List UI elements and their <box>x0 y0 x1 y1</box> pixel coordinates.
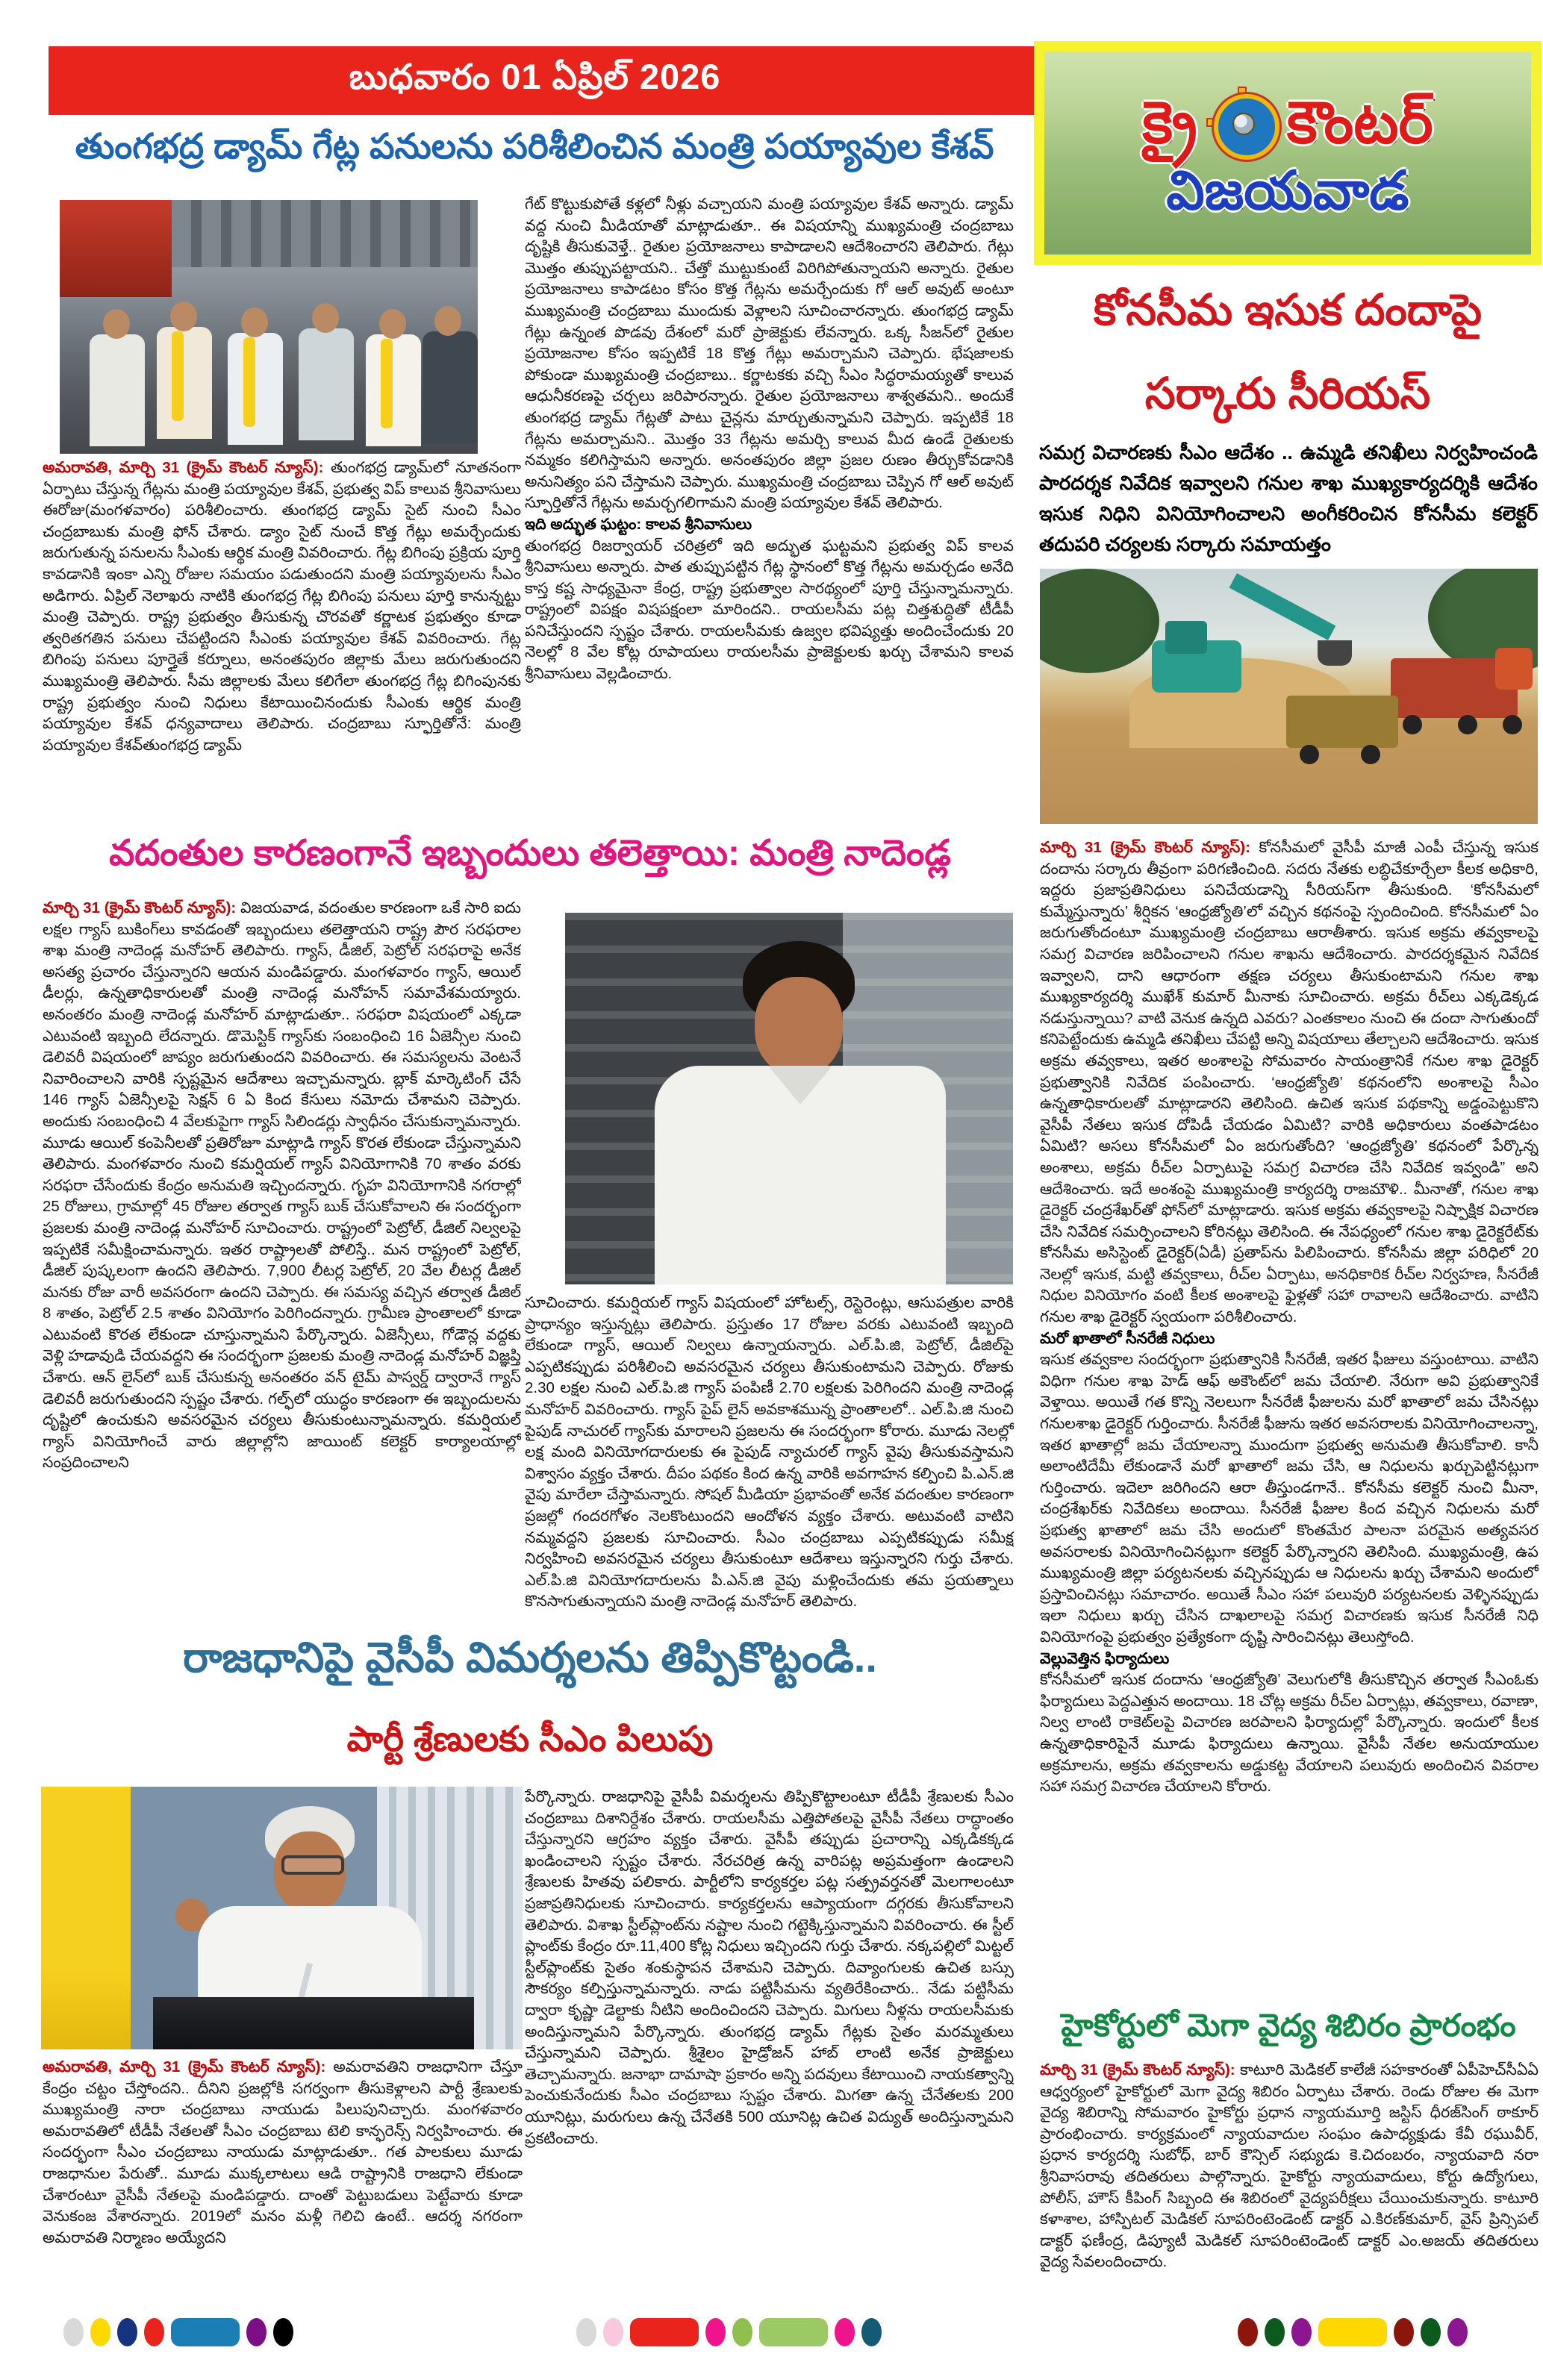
masthead-logo <box>1034 41 1542 265</box>
konaseema-body2-text: ఇసుక తవ్వకాల సందర్భంగా ప్రభుత్వానికి సీనరేజీ, ఇతర ఫీజులు వస్తుంటాయి. వాటిని విధిగా గనుల శాఖ హెడ్ ఆఫ్ అకౌంట్‌లో జమ చేయాలి. నేరుగా అవి ప్రభుత్వానికే వెళ్తాయి. అయితే గత కొన్ని నెలలుగా సీనరేజీ ఫీజులను మరో ఖాతాలో జమ చేసినట్లు గనులశాఖ డైరెక్టర్ గుర్తించారు. సీనరేజీ ఫీజును ఇతర అవసరాలకు వినియోగించాలన్నా, ఇతర ఖాతాల్లో జమ చేయాలన్నా ముందుగా ప్రభుత్వ అనుమతి తీసుకోవాలి. కానీ అలాంటిదేమీ లేకుండానే మరో ఖాతాలో జమ చేసి, ఆ నిధులను ఖర్చుపెట్టినట్లుగా గుర్తించారు. ఇదెలా జరిగిందని ఆరా తీస్తుండగానే.. కోనసీమ కలెక్టర్ నుంచి మీనా, చంద్రశేఖర్‌కు నివేదికలు అందాయి. సీనరేజీ ఫీజుల కింద వచ్చిన నిధులను మరో ప్రభుత్వ ఖాతాలో జమ చేసి అందులో కొంతమేర పాలనా పరమైన అత్యవసర అవసరాలకు వినియోగించినట్లుగా కలెక్టర్ పేర్కొన్నారని తెలిసింది. ముఖ్యమంత్రి, ఉప ముఖ్యమంత్రి జిల్లా పర్యటనలకు వచ్చినప్పుడు ఆ నిధులను ఖర్చు చేశామని అందులో ప్రస్తావించినట్లు సమాచారం. అయితే సీఎం సహా పలువురి పర్యటనలకు వెళ్ళినప్పుడు ఇలా నిధులు ఖర్చు చేసిన దాఖలాలపై సమగ్ర విచారణకు ఇసుక సీనరేజీ నిధి వినియోగంపై ప్రభుత్వం ప్రత్యేకంగా దృష్టి సారించినట్లు తెలుస్తోంది. <box>1040 1351 1539 1646</box>
minister-nadendla-photo <box>565 913 1013 1284</box>
article2-headline: వదంతుల కారణంగానే ఇబ్బందులు తలెత్తాయి: మంత్రి నాదెండ్ల <box>109 834 951 873</box>
footer-color-shape <box>630 2318 699 2346</box>
article2-dateline: మార్చి 31 (క్రైమ్ కౌంటర్ న్యూస్): <box>43 899 241 916</box>
sand-excavator-photo <box>1040 569 1538 824</box>
article1-col2a-text: గేట్ కొట్టుకుపోతే కళ్లలో నీళ్లు వచ్చాయని మంత్రి పయ్యావుల కేశవ్ అన్నారు. డ్యామ్ వద్ద నుంచి మీడియాతో మాట్లాడుతూ.. ఈ విషయాన్ని ముఖ్యమంత్రి చంద్రబాబు దృష్టికి తీసుకువెళ్తే.. రైతుల ప్రయోజనాలు కాపాడాలని ఆదేశించారని తెలిపారు. గేట్లు మొత్తం తుప్పుపట్టాయని.. చేత్తో ముట్టుకుంటే విరిగిపోతున్నాయని అన్నారు. రైతుల ప్రయోజనాలు కాపాడటం కోసం కొత్త గేట్లను అమర్చేందుకు గో ఆల్ అవుట్ అంటూ ముఖ్యమంత్రి చంద్రబాబు ముందుకు వెళ్లాలని సూచించారన్నారు. తుంగభద్ర డ్యామ్ గేట్లు ఉన్నంత పొడవు దేశంలో మరో ప్రాజెక్టుకు లేవన్నారు. ఒక్క సీజన్‌లో రైతుల ప్రయోజనాల కోసం ఇప్పటికే 18 కొత్త గేట్లు అమర్చామని చెప్పారు. భేషజాలకు పోకుండా ముఖ్యమంత్రి చంద్రబాబు.. కర్ణాటకకు వచ్చి సీఎం సిద్ధరామయ్యతో కాలువ ఆధునీకరణపై చర్చలు జరిపారన్నారు. రైతుల ప్రయోజనాలు శాశ్వతమని.. అందుకే తుంగభద్ర డ్యామ్ గేట్లతో పాటు చైన్లను మార్చుతున్నామని చెప్పారు. ఇప్పటికే 18 గేట్లను అమర్చామని.. మొత్తం 33 గేట్లను అమర్చి కాలువ మీద ఉండే రైతులకు నమ్మకం కలిగిస్తామని అన్నారు. అనంతపురం జిల్లా ప్రజల రుణం తీర్చుకోవడానికి అనునిత్యం పని చేస్తామని చెప్పారు. ముఖ్యమంత్రి చంద్రబాబు చెప్పిన గో ఆల్ అవుట్ స్ఫూర్తితోనే గేట్లను అమర్చగలిగామని మంత్రి పయ్యావుల కేశవ్ తెలిపారు. <box>525 196 1014 512</box>
article1-col2b-text: తుంగభద్ర రిజర్వాయర్ చరిత్రలో ఇది అద్భుత ఘట్టమని ప్రభుత్వ విప్ కాలవ శ్రీనివాసులు అన్నారు. పాత తుప్పుపట్టిన గేట్ల స్థానంలో కొత్త గేట్లను అమర్చడం అనేది కాస్త కష్ట సాధ్యమైనా కేంద్ర, రాష్ట్ర ప్రభుత్వాల సారథ్యంలో పూర్తి చేస్తున్నామన్నారు. రాష్ట్రంలో విపక్షం విషపక్షంలా మారిందని.. రాయలసీమ పట్ల చిత్తశుద్ధితో టీడీపీ పనిచేస్తుందని స్పష్టం చేశారు. రాయలసీమకు ఉజ్వల భవిష్యత్తు అందించేందుకు 20 నెలల్లో 8 వేల కోట్ల రూపాయలు రాయలసీమ ప్రాజెక్టులకు ఖర్చు చేశామని కాలవ శ్రీనివాసులు వెల్లడించారు. <box>525 537 1014 683</box>
konaseema-body3-text: కోనసీమలో ఇసుక దందాను ‘ఆంధ్రజ్యోతి’ వెలుగులోకి తీసుకొచ్చిన తర్వాత సీఎంఓకు ఫిర్యాదులు పెద్దఎత్తున అందాయి. 18 చోట్ల అక్రమ రీచ్‌ల ఏర్పాట్లు, తవ్వకాలు, రవాణా, నిల్వ లాంటి రాకెట్‌లపై విచారణ జరపాలని ఫిర్యాదుల్లో పేర్కొన్నారు. ఇందులో కీలక ఉన్నతాధికారిపైనే మూడు ఫిర్యాదులు ఉన్నాయి. వైసీపీ నేతల అనుయాయుల అక్రమాలను, అక్రమ తవ్వకాలను అడ్డుకట్ట వేయాలని పలువురు అందించిన వివరాల సహా సమగ్ర విచారణ చేయాలని కోరారు. <box>1040 1671 1539 1796</box>
footer-color-shape <box>1394 2318 1414 2346</box>
footer-color-shape <box>861 2318 882 2346</box>
tdp-scarf <box>381 339 393 428</box>
highcourt-headline: హైకోర్టులో మెగా వైద్య శిబిరం ప్రారంభం <box>1061 2008 1516 2043</box>
truck-shape <box>1286 696 1398 748</box>
party-flag-shape <box>41 1787 131 2049</box>
article3-dateline: అమరావతి, మార్చి 31 (క్రైమ్ కౌంటర్ న్యూస్): <box>43 2058 334 2076</box>
article3-column2 <box>525 1787 1014 2303</box>
konaseema-body <box>1040 837 1539 1987</box>
konaseema-subhead: సమగ్ర విచారణకు సీఎం ఆదేశం .. ఉమ్మడి తనిఖీలు నిర్వహించండి పారదర్శక నివేదిక ఇవ్వాలని గనుల శాఖ ముఖ్యకార్యదర్శికి ఆదేశం ఇసుక నిధిని వినియోగించాలని అంగీకరించిన కోనసీమ కలెక్టర్ తదుపరి చర్యలకు సర్కారు సమాయత్తం <box>1039 441 1538 555</box>
date-banner <box>49 46 1021 115</box>
article1-col1-text: తుంగభద్ర డ్యామ్‌లో నూతనంగా ఏర్పాటు చేస్తున్న గేట్లను మంత్రి పయ్యావుల కేశవ్, ప్రభుత్వ విప్ కాలువ శ్రీనివాసులు ఈరోజు(మంగళవారం) పరిశీలించారు. తుంగభద్ర డ్యామ్ సైట్ నుంచి సీఎం చంద్రబాబుకు మంత్రి ఫోన్ చేశారు. డ్యాం సైట్ నుంచే కొత్త గేట్లు అమర్చేందుకు జరుగుతున్న పనులను సీఎంకు ఆర్థిక మంత్రి వివరించారు. గేట్ల బిగింపు ప్రక్రియ పూర్తి కావడానికి ఇంకా ఎన్ని రోజుల సమయం పడుతుందని మంత్రి పయ్యావులను సీఎం అడిగారు. ఏప్రిల్ నెలాఖరు నాటికి తుంగభద్ర గేట్ల బిగింపు పనులు పూర్తి కానున్నట్టు మంత్రి చెప్పారు. రాష్ట్ర ప్రభుత్వం తీసుకున్న చొరవతో కర్ణాటక ప్రభుత్వం కూడా త్వరితగతిన పనులు చేపట్టిందని సీఎంకు పయ్యావుల కేశవ్ వివరించారు. గేట్ల బిగింపు పనులు పూర్తైతే కర్నూలు, అనంతపురం జిల్లాకు మేలు జరుగుతుందని ముఖ్యమంత్రి తెలిపారు. సీమ జిల్లాలకు మేలు కలిగేలా తుంగభద్ర గేట్ల బిగింపునకు రాష్ట్ర ప్రభుత్వం నుంచి నిధులు కేటాయించినందుకు సీఎంకు ఆర్థిక మంత్రి పయ్యావుల కేశవ్ ధన్యవాదాలు తెలిపారు. చంద్రబాబు స్ఫూర్తితోనే: మంత్రి పయ్యావుల కేశవ్‌తుంగభద్ర డ్యామ్ <box>43 459 521 754</box>
excavator-boom-shape <box>1229 573 1336 640</box>
article3-col2-text: పేర్కొన్నారు. రాజధానిపై వైసీపీ విమర్శలను తిప్పికొట్టాలంటూ టీడీపీ శ్రేణులకు సీఎం చంద్రబాబు దిశానిర్దేశం చేశారు. రాయలసీమ ఎత్తిపోతలపై వైసీపీ నేతలు రాద్ధాంతం చేస్తున్నారని ఆగ్రహం వ్యక్తం చేశారు. వైసీపీ తప్పుడు ప్రచారాన్ని ఎక్కడికక్కడ ఖండించాలని స్పష్టం చేశారు. నేరచరిత్ర ఉన్న వారిపట్ల అప్రమత్తంగా ఉండాలని శ్రేణులకు హితవు పలికారు. పార్టీలోని కార్యకర్తల పట్ల సత్ప్రవర్తనతో మెలగాలంటూ ప్రజాప్రతినిధులకు సూచించారు. కార్యకర్తలను ఆప్యాయంగా దగ్గరకు తీసుకోవాలని తెలిపారు. విశాఖ స్టీల్‌ప్లాంట్‌ను నష్టాల నుంచి గట్టెక్కిస్తున్నామని వివరించారు. ఈ స్టీల్ ప్లాంట్‌కు కేంద్రం రూ.11,400 కోట్ల నిధులు ఇచ్చిందని గుర్తు చేశారు. నక్కపల్లిలో మిట్టల్ స్టీల్‌ప్లాంట్‌కు సైతం శంకుస్థాపన చేశామని చెప్పారు. దివ్యాంగులకు ఉచిత బస్సు సౌకర్యం కల్పిస్తున్నామన్నారు. నాడు పట్టిసీమను వ్యతిరేకించారు.. నేడు పట్టిసీమ ద్వారా కృష్ణా డెల్టాకు నీటిని అందించిందని చెప్పారు. మిగులు నీళ్లను రాయలసీమకు అందిస్తున్నామని పేర్కొన్నారు. తుంగభద్ర డ్యామ్ గేట్లకు సైతం మరమ్మతులు చేస్తున్నామని చెప్పారు. శ్రీశైలం హైడ్రోజన్ హాబ్ లాంటి అనేక ప్రాజెక్టులు తెచ్చామన్నారు. జనాభా దామాషా ప్రకారం అన్ని పదవులు కేటాయించి నాయకత్వాన్ని పెంచుకునేందుకు సీఎం చంద్రబాబు స్పష్టం చేశారు. మిగతా ఉన్న చేనేతలకు 200 యూనిట్లు, మరుగులు ఉన్న చేనేతకి 500 యూనిట్ల ఉచిత విద్యుత్ అందిస్తున్నామని ప్రకటించారు. <box>525 1788 1014 2147</box>
face-shape <box>755 977 843 1075</box>
article3-col1-text: అమరావతిని రాజధానిగా చేస్తూ కేంద్రం చట్టం చేస్తోందని.. దీనిని ప్రజల్లోకి సగర్వంగా తీసుకెళ్లాలని పార్టీ శ్రేణులకు ముఖ్యమంత్రి నారా చంద్రబాబు నాయుడు పిలుపునిచ్చారు. మంగళవారం అమరావతిలో టీడీపీ నేతలతో సీఎం చంద్రబాబు టెలి కాన్ఫరెన్స్ నిర్వహించారు. ఈ సందర్భంగా సీఎం చంద్రబాబు నాయుడు మాట్లాడుతూ.. గత పాలకులు మూడు రాజధానుల పేరుతో.. మూడు ముక్కలాటలు ఆడి రాష్ట్రానికి రాజధాని లేకుండా చేశారంటూ వైసీపీ నేతలపై మండిపడ్డారు. దాంతో పెట్టుబడులు పెట్టేవారు కూడా వెనుకంజ వేశారన్నారు. 2019లో మనం మళ్లీ గెలిచి ఉంటే.. ఆదర్శ నగరంగా అమరావతి నిర్మాణం అయ్యేదని <box>43 2058 523 2246</box>
article3-subhead: పార్టీ శ్రేణులకు సీఎం పిలుపు <box>346 1719 714 1758</box>
tdp-scarf <box>172 331 184 421</box>
footer-color-shape <box>576 2318 596 2346</box>
konaseema-subhead2: మరో ఖాతాలో సీనరేజీ నిధులు <box>1040 1329 1215 1347</box>
tdp-scarf <box>243 337 255 427</box>
excavator-bucket-shape <box>1318 640 1352 666</box>
article2-col2-text: సూచించారు. కమర్షియల్ గ్యాస్ విషయంలో హోటల్స్, రెస్టెరెంట్లు, ఆసుపత్రుల వారికి ప్రాధాన్యం ఇస్తున్నట్లు తెలిపారు. ప్రస్తుతం 17 రోజుల వరకు ఎటువంటి ఇబ్బంది లేకుండా గ్యాస్, ఆయిల్ నిల్వలు ఉన్నాయన్నారు. ఎల్.పి.జి, పెట్రోల్, డీజిల్‌పై ఎప్పటికప్పుడు పరిశీలించి అవసరమైన చర్యలు తీసుకుంటామని చెప్పారు. రోజుకు 2.30 లక్షల నుంచి ఎల్.పి.జి గ్యాస్ పంపిణీ 2.70 లక్షలకు పెరిగిందని మంత్రి నాదెండ్ల మనోహర్ వివరించారు. గ్యాస్ పైప్ లైన్ అవకాశమున్న ప్రాంతాలలో.. ఎల్.పి.జి నుంచి పైపుడ్ నాచురల్ గ్యాస్‌కు మారాలని ప్రజలను ఈ సందర్భంగా కోరారు. మూడు నెలల్లో లక్ష మంది వినియోగదారులకు ఈ పైపుడ్ న్యాచురల్ గ్యాస్ వైపు తీసుకువస్తామని విశ్వాసం వ్యక్తం చేశారు. దీపం పథకం కింద ఉన్న వారికి అవగాహన కల్పించి పి.ఎన్.జి వైపు మారేలా చేస్తామన్నారు. సోషల్ మీడియా ప్రభావంతో అనేక వదంతుల కారణంగా ప్రజల్లో గందరగోళం నెలకొంటుందని ఆందోళన వ్యక్తం చేశారు. అటువంటి వాటిని నమ్మవద్దని ప్రజలకు సూచించారు. సీఎం చంద్రబాబు ఎప్పటికప్పుడు సమీక్ష నిర్వహించి అవసరమైన చర్యలు తీసుకుంటూ ఆదేశాలు ఇస్తున్నారని గుర్తు చేశారు. ఎల్.పి.జి వినియోగదారులను పి.ఎన్.జి వైపు మళ్లించేందుకు తమ ప్రయత్నాలు కొనసాగుతున్నాయని మంత్రి నాదెండ్ల మనోహర్ తెలిపారు. <box>525 1294 1014 1611</box>
logo-title-row <box>1142 88 1433 157</box>
logo-word-right: కౌంటర్ <box>1286 90 1433 155</box>
article1-column2 <box>525 194 1014 808</box>
footer-dot-group-center <box>576 2316 882 2349</box>
footer-color-shape <box>835 2318 855 2346</box>
podium-shape <box>153 1997 474 2049</box>
konaseema-body1-text: కోనసీమలో వైసీపీ మాజీ ఎంపీ చేస్తున్న ఇసుక దందాను సర్కారు తీవ్రంగా పరిగణించింది. సదరు నేతకు లబ్ధిచేకూర్చేలా కీలక అధికారి, ఇద్దరు ప్రజాప్రతినిధులు పనిచేయడాన్ని సీరియస్‌గా తీసుకుంది. ‘కోనసీమలో కుమ్మేస్తున్నారు’ శీర్షికన ‘ఆంధ్రజ్యోతి’లో వచ్చిన కథనంపై స్పందించింది. కోనసీమలో ఏం జరుగుతోందంటూ ముఖ్యమంత్రి చంద్రబాబు ఆరాతీశారు. ఇసుక అక్రమ తవ్వకాలపై సమగ్ర విచారణ జరిపించాలని గనుల శాఖను ఆదేశించారు. పారదర్శకమైన నివేదిక ఇవ్వాలని, దాని ఆధారంగా తక్షణ చర్యలు తీసుకుంటామని గనుల శాఖ ముఖ్యకార్యదర్శి ముఖేశ్ కుమార్ మీనాకు సూచించారు. అక్రమ రీచ్‌లు ఎక్కడెక్కడ నడుస్తున్నాయి? వాటి వెనుక ఉన్నది ఎవరు? ఎంతకాలం నుంచి ఈ దందా సాగుతుందో కనిపెట్టేందుకు ఉమ్మడి తనిఖీలు చేపట్టి అన్ని విషయాలు తేల్చాలని ఆదేశించారు. ఇసుక అక్రమ తవ్వకాలు, ఇతర అంశాలపై సోమవారం సాయంత్రానికే గనుల శాఖ డైరెక్టర్ ప్రభుత్వానికి నివేదిక పంపించారు. ‘ఆంధ్రజ్యోతి’ కథనంలోని అంశాలపై సీఎం ఉన్నతాధికారులతో మాట్లాడారని తెలిసింది. ఉచిత ఇసుక పథకాన్ని అడ్డంపెట్టుకొని వైసీపీ నేతలు ఇసుక దోపిడీ చేయడం ఏమిటి? వారికి అధికారులు వంతపాడటం ఏమిటి? అసలు కోనసీమలో ఏం జరుగుతోంది? ‘ఆంధ్రజ్యోతి’ కథనంలో పేర్కొన్న అంశాలు, అక్రమ రీచ్‌ల ఏర్పాటుపై సమగ్ర విచారణ చేసి నివేదిక ఇవ్వండి” అని ఆదేశించారు. ఇదే అంశంపై ముఖ్యమంత్రి కార్యదర్శి రాజమౌళి.. మీనాతో, గనుల శాఖ డైరెక్టర్ చంద్రశేఖర్‌తో ఫోన్‌లో మాట్లాడారు. ఇసుక అక్రమ తవ్వకాలపై నిష్పాక్షిక విచారణ చేసి నివేదిక సమర్పించాలని కోరినట్లు తెలిసింది. ఈ నేపధ్యంలో గనుల శాఖ డైరెక్టరేట్‌కు కోనసీమ అసిస్టెంట్ డైరెక్టర్(ఏడీ) ప్రతాప్‌ను పిలిపించారు. కోనసీమ జిల్లా పరిధిలో 20 నెలల్లో ఇసుక, మట్టి తవ్వకాలు, రీచ్‌ల ఏర్పాటు, అనధికారిక రీచ్‌ల నిర్వహణ, సీనరేజీ నిధుల వినియోగం వంటి కీలక అంశాలపై ఫైళ్లతో సహా రావాలని ఆదేశించారు. వాటిని గనుల శాఖ డైరెక్టర్ స్వయంగా పరిశీలించారు. <box>1040 839 1539 1326</box>
cm-chandrababu-photo <box>41 1787 523 2049</box>
konaseema-headline-line1: కోనసీమ ఇసుక దందాపై <box>1094 286 1482 334</box>
footer-color-shape <box>1291 2318 1312 2346</box>
konaseema-headline-line2: సర్కారు సీరియస్ <box>1144 369 1431 418</box>
konaseema-dateline: మార్చి 31 (క్రైమ్ కౌంటర్ న్యూస్): <box>1040 839 1259 856</box>
footer-color-shape <box>63 2318 84 2346</box>
footer-color-shape <box>603 2318 623 2346</box>
footer-color-shape <box>705 2318 726 2346</box>
highcourt-body <box>1040 2060 1539 2300</box>
logo-word-left: క్రై <box>1142 90 1197 155</box>
article1-dateline: అమరావతి, మార్చి 31 (క్రైమ్ కౌంటర్ న్యూస్): <box>43 459 331 476</box>
article1-inline-subhead: ఇది అద్భుత ఘట్టం: కాలవ శ్రీనివాసులు <box>525 515 752 533</box>
footer-color-shape <box>759 2318 828 2346</box>
footer-color-shape <box>1421 2318 1441 2346</box>
article3-headline: రాజధానిపై వైసీపీ విమర్శలను తిప్పికొట్టండి.. <box>183 1634 877 1681</box>
dam-structure-shape <box>172 200 478 267</box>
article1-headline: తుంగభద్ర డ్యామ్ గేట్ల పనులను పరిశీలించిన మంత్రి పయ్యావుల కేశవ్ <box>75 126 994 166</box>
footer-color-shape <box>1265 2318 1285 2346</box>
article2-column2 <box>525 1293 1014 1615</box>
footer-color-shape <box>273 2318 293 2346</box>
footer-color-shape <box>732 2318 752 2346</box>
eyeglasses-shape <box>281 1855 344 1875</box>
footer-color-shape <box>1238 2318 1258 2346</box>
highcourt-body-text: కాటూరి మెడికల్ కాలేజీ సహకారంతో ఏపీహెచ్‌సీఏఏ ఆధ్వర్యంలో హైకోర్టులో మెగా వైద్య శిబిరం ఏర్పాటు చేశారు. రెండు రోజుల ఈ మెగా వైద్య శిబిరాన్ని సోమవారం హైకోర్టు ప్రధాన న్యాయమూర్తి జస్టిస్ ధీరజ్‌సింగ్ ఠాకూర్ ప్రారంభించారు. కార్యక్రమంలో న్యాయవాదుల సంఘం ఉపాధ్యక్షుడు కేవీ రఘువీర్, ప్రధాన కార్యదర్శి సుబోధ్, బార్ కౌన్సిల్ సభ్యుడు కె.చిదంబరం, న్యాయవాది నరా శ్రీనివాసరావు తదితరులు పాల్గొన్నారు. హైకోర్టు న్యాయవాదులు, కోర్టు ఉద్యోగులు, పోలీస్, హౌస్ కీపింగ్ సిబ్బంది ఈ శిబిరంలో వైద్యపరీక్షలు చేయించుకున్నారు. కాటూరి కళాశాల, హాస్పిటల్ మెడికల్ సూపరింటెండెంట్ డాక్టర్ ఎ.కిరణ్‌కుమార్, వైస్ ప్రిన్సిపల్ డాక్టర్ ఫణీంద్ర, డిప్యూటీ మెడికల్ సూపరింటెండెంట్ డాక్టర్ ఎం.అజయ్ తదితరులు వైద్య సేవలందించారు. <box>1040 2061 1539 2271</box>
white-coat-shape <box>198 1906 422 2003</box>
article1-column1 <box>43 457 521 807</box>
article2-col1-text: విజయవాడ, వదంతుల కారణంగా ఒకే సారి ఐదు లక్షల గ్యాస్ బుకింగ్‌లు కావడంతో ఇబ్బందులు తలెత్తాయని రాష్ట్ర పౌర సరఫరాల శాఖ మంత్రి నాదెండ్ల మనోహర్ తెలిపారు. గ్యాస్, డీజిల్, పెట్రోల్ సరఫరాపై అనేక అసత్య ప్రచారం చేస్తున్నారని ఆయన మండిపడ్డారు. మంగళవారం గ్యాస్, ఆయిల్ డీలర్లు, ఉన్నతాధికారులతో మంత్రి నాదెండ్ల మనోహన్ సమావేశమయ్యారు. అనంతరం మంత్రి నాదెండ్ల మనోహర్ మాట్లాడుతూ.. సరఫరా విషయంలో ఎక్కడా ఎటువంటి ఇబ్బంది లేదన్నారు. డొమెస్టిక్ గ్యాస్‌కు సంబంధించి 16 ఏజెన్సీల నుంచి డెలివరీ విషయంలో జాప్యం జరుగుతుందని వివరించారు. ఈ సమస్యలను వెంటనే నివారించాలని వారికి స్పష్టమైన ఆదేశాలు ఇచ్చామన్నారు. బ్లాక్ మార్కెటింగ్ చేసే 146 గ్యాస్ ఏజెన్సీలపై సెక్షన్ 6 ఏ కింద కేసులు నమోదు చేశామని చెప్పారు. అందుకు సంబంధించి 4 వేలకుపైగా గ్యాస్ సిలిండర్లు స్వాధీనం చేసుకున్నామన్నారు. మూడు ఆయిల్ కంపెనీలతో ప్రతిరోజూ మాట్లాడి గ్యాస్ కొరత లేకుండా చేస్తున్నామని తెలిపారు. మంగళవారం నుంచి కమర్షియల్ గ్యాస్ వినియోగానికి 70 శాతం వరకు సరఫరా చేసేందుకు కేంద్రం అనుమతి ఇచ్చిందన్నారు. గృహ వినియోగానికి నగరాల్లో 25 రోజులు, గ్రామాల్లో 45 రోజుల తర్వాత గ్యాస్ బుక్ చేసుకోవాలని ఈ సందర్భంగా ప్రజలకు మంత్రి నాదెండ్ల మనోహర్ సూచించారు. రాష్ట్రంలో పెట్రోల్, డీజిల్ నిల్వలపై ఇప్పటికే సమీక్షించామన్నారు. ఇతర రాష్ట్రాలతో పోలిస్తే.. మన రాష్ట్రంలో పెట్రోల్, డీజిల్ పుష్కలంగా ఉందని తెలిపారు. 7,900 లీటర్ల పెట్రోల్, 20 వేల లీటర్ల డీజిల్ మనకు రోజు వారీ అవసరంగా ఉందని చెప్పారు. ఈ సమస్య వచ్చిన తర్వాత డీజిల్ 8 శాతం, పెట్రోల్ 2.5 శాతం వినియోగం పెరిగిందన్నారు. గ్రామీణ ప్రాంతాలలో కూడా ఎటువంటి కొరత లేకుండా చూస్తున్నామని పేర్కొన్నారు. ఏజెన్సీలు, గోడౌన్ల వద్దకు వెళ్లి హడావుడి చేయవద్దని ఈ సందర్భంగా ప్రజలకు మంత్రి నాదెండ్ల మనోహర్ విజ్ఞప్తి చేశారు. ఆన్ లైన్‌లో బుక్ చేసుకున్న అనంతరం వన్ టైమ్ పాస్వర్డ్ ద్వారానే గ్యాస్ డెలివరీ జరుగుతుందని స్పష్టం చేశారు. గల్ఫ్‌లో యుద్ధం కారణంగా ఈ ఇబ్బందులను దృష్టిలో ఉంచుకుని అవసరమైన చర్యలు తీసుకుంటున్నామన్నారు. కమర్షియల్ గ్యాస్ వినియోగించే వారు జిల్లాల్లోని జాయింట్ కలెక్టర్ కార్యాలయాల్లో సంప్రదించాలని <box>43 899 521 1472</box>
footer-color-shape <box>144 2318 164 2346</box>
konaseema-subhead3: వెల్లువెత్తిన ఫిర్యాదులు <box>1040 1649 1170 1667</box>
logo-background <box>1044 51 1531 254</box>
date-text: బుధవారం 01 ఏప్రిల్ 2026 <box>349 56 721 96</box>
footer-dot-group-left <box>63 2316 293 2349</box>
logo-city: విజయవాడ <box>1166 161 1409 221</box>
footer-color-shape <box>90 2318 110 2346</box>
footer-color-shape <box>246 2318 266 2346</box>
article3-column1 <box>43 2057 523 2303</box>
article2-column1 <box>43 898 521 1614</box>
highcourt-dateline: మార్చి 31 (క్రైమ్ కౌంటర్ న్యూస్): <box>1040 2061 1241 2078</box>
truck-cab-shape <box>1495 648 1533 690</box>
dam-visit-photo <box>60 200 478 454</box>
footer-color-shape <box>171 2318 240 2346</box>
tree-shape <box>1040 569 1159 673</box>
excavator-cab-shape <box>1165 621 1207 654</box>
footer-color-shape <box>1318 2318 1387 2346</box>
crosshair-target-icon <box>1208 88 1277 157</box>
crane-shape <box>60 200 172 297</box>
footer-color-shape <box>1447 2318 1468 2346</box>
footer-color-shape <box>117 2318 137 2346</box>
footer-dot-group-right <box>1238 2316 1468 2349</box>
